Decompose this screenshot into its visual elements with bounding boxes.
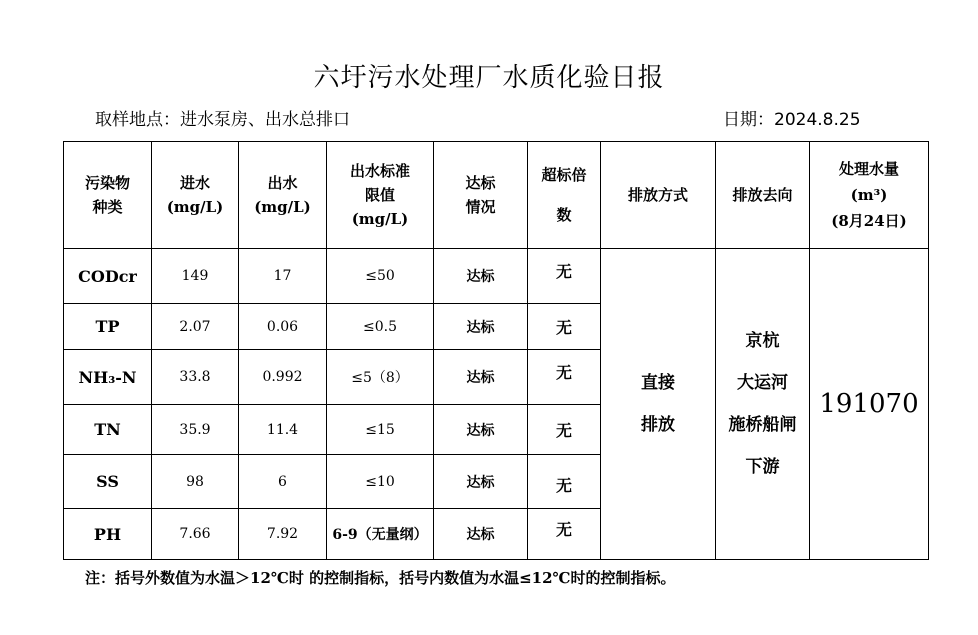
pollutant-cell: TN	[64, 405, 152, 455]
discharge-direction-cell	[716, 249, 810, 560]
status-cell: 达标	[434, 304, 528, 350]
header-pollutant	[64, 142, 152, 249]
outflow-cell: 0.06	[239, 304, 327, 350]
exceed-cell: 无	[528, 509, 601, 560]
outflow-cell: 17	[239, 249, 327, 304]
header-row	[64, 142, 929, 249]
header-volume-line2: (m³)	[850, 186, 888, 204]
report-title: 六圩污水处理厂水质化验日报	[313, 63, 665, 93]
exceed-cell: 无	[528, 249, 601, 304]
header-outflow-line1: 出水	[267, 174, 298, 192]
inflow-cell: 149	[152, 249, 239, 304]
header-exceed	[528, 142, 601, 249]
discharge-direction-line3: 施桥船闸	[728, 415, 797, 435]
standard-cell: ≤50	[327, 249, 434, 304]
standard-cell: ≤15	[327, 405, 434, 455]
header-status	[434, 142, 528, 249]
status-cell: 达标	[434, 455, 528, 509]
inflow-cell: 2.07	[152, 304, 239, 350]
header-inflow-line1: 进水	[179, 174, 210, 192]
header-pollutant-line2: 种类	[92, 198, 123, 216]
inflow-cell: 7.66	[152, 509, 239, 560]
header-exceed-line2: 数	[556, 206, 572, 224]
standard-cell: 6-9（无量纲）	[327, 509, 434, 560]
pollutant-cell: NH₃-N	[64, 350, 152, 405]
report-date: 日期：2024.8.25	[723, 110, 861, 130]
discharge-direction-line4: 下游	[745, 457, 780, 477]
outflow-cell: 6	[239, 455, 327, 509]
discharge-direction-line1: 京杭	[745, 331, 780, 351]
discharge-direction-line2: 大运河	[737, 373, 788, 393]
header-outflow	[239, 142, 327, 249]
standard-cell: ≤0.5	[327, 304, 434, 350]
standard-cell: ≤10	[327, 455, 434, 509]
status-cell: 达标	[434, 350, 528, 405]
water-quality-table	[63, 141, 929, 560]
outflow-cell: 7.92	[239, 509, 327, 560]
header-inflow-line2: (mg/L)	[166, 198, 224, 216]
inflow-cell: 98	[152, 455, 239, 509]
status-cell: 达标	[434, 249, 528, 304]
exceed-cell: 无	[528, 405, 601, 455]
discharge-method-line2: 排放	[641, 415, 675, 435]
exceed-cell: 无	[528, 350, 601, 405]
exceed-cell: 无	[528, 455, 601, 509]
header-volume	[810, 142, 929, 249]
header-volume-line3: (8月24日)	[831, 212, 907, 230]
header-outflow-line2: (mg/L)	[254, 198, 311, 216]
header-standard-line1: 出水标准	[349, 162, 410, 180]
header-discharge-method: 排放方式	[601, 142, 716, 249]
header-status-line2: 情况	[465, 198, 496, 216]
discharge-method-line1: 直接	[641, 373, 675, 393]
header-standard	[327, 142, 434, 249]
volume-value-cell: 191070	[810, 249, 929, 560]
outflow-cell: 0.992	[239, 350, 327, 405]
table-row	[64, 249, 929, 304]
pollutant-cell: CODcr	[64, 249, 152, 304]
pollutant-cell: TP	[64, 304, 152, 350]
sampling-location: 取样地点：进水泵房、出水总排口	[95, 110, 350, 130]
header-standard-line3: (mg/L)	[351, 210, 409, 228]
outflow-cell: 11.4	[239, 405, 327, 455]
inflow-cell: 35.9	[152, 405, 239, 455]
header-exceed-line1: 超标倍	[541, 166, 587, 184]
footnote: 注：括号外数值为水温＞12℃时 的控制指标，括号内数值为水温≤12℃时的控制指标。	[85, 569, 676, 587]
header-discharge-direction: 排放去向	[716, 142, 810, 249]
header-standard-line2: 限值	[364, 186, 395, 204]
inflow-cell: 33.8	[152, 350, 239, 405]
exceed-cell: 无	[528, 304, 601, 350]
header-inflow	[152, 142, 239, 249]
pollutant-cell: SS	[64, 455, 152, 509]
header-pollutant-line1: 污染物	[84, 174, 130, 192]
status-cell: 达标	[434, 509, 528, 560]
header-status-line1: 达标	[465, 174, 496, 192]
standard-cell: ≤5（8）	[327, 350, 434, 405]
discharge-method-cell	[601, 249, 716, 560]
status-cell: 达标	[434, 405, 528, 455]
pollutant-cell: PH	[64, 509, 152, 560]
header-volume-line1: 处理水量	[838, 160, 899, 178]
